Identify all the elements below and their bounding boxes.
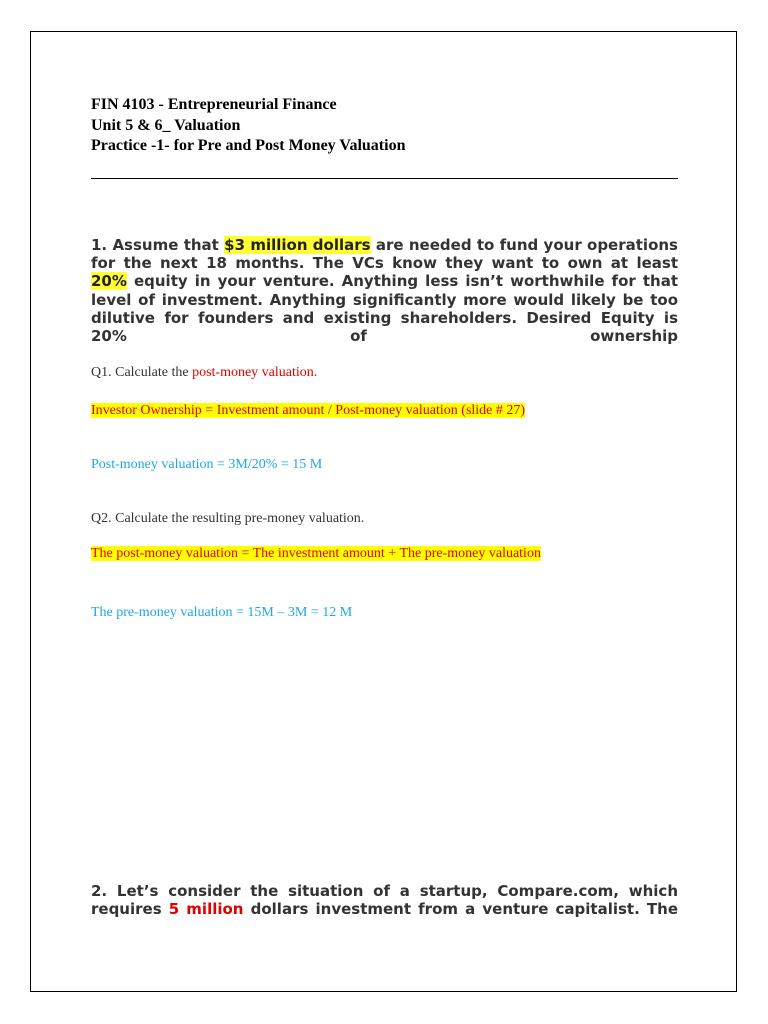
problem-1-number: 1.	[91, 236, 108, 254]
header-divider	[91, 178, 678, 179]
q2-answer: The pre-money valuation = 15M – 3M = 12 M	[91, 605, 353, 620]
q2-question: Q2. Calculate the resulting pre-money valuation.	[91, 511, 365, 526]
highlight-investment: $3 million dollars	[224, 236, 371, 254]
q1-answer: Post-money valuation = 3M/20% = 15 M	[91, 457, 323, 472]
highlight-equity: 20%	[91, 272, 127, 291]
course-title: FIN 4103 - Entrepreneurial Finance	[91, 96, 337, 113]
highlight-5-million: 5 million	[168, 900, 244, 919]
problem-2-text: 2. Let’s consider the situation of a startup, Compare.com, which requires 5 million dollars investment from a venture capitalist. The	[91, 882, 679, 919]
q2-formula: The post-money valuation = The investment amount + The pre-money valuation	[91, 546, 541, 561]
q1-formula: Investor Ownership = Investment amount / Post-money valuation (slide # 27)	[91, 403, 526, 418]
document-page	[30, 31, 737, 992]
q1-question: Q1. Calculate the post-money valuation.	[91, 365, 318, 380]
unit-title: Unit 5 & 6_ Valuation	[91, 116, 241, 134]
practice-title: Practice -1- for Pre and Post Money Valuation	[91, 137, 406, 154]
problem-1-text: 1. Assume that $3 million dollars are needed to fund your operations for the next 18 months. The VCs know they want to own at least 20% equity in your venture. Anything less isn’t worthwhile for that level of investment. Anything significantly more would likely be too dilutive for founders and existing shareholders. Desired Equity is 20% of ownership	[91, 236, 678, 346]
q1-emphasis: post-money valuation.	[192, 365, 318, 380]
problem-2-number: 2.	[91, 882, 108, 900]
document-header	[91, 95, 679, 157]
